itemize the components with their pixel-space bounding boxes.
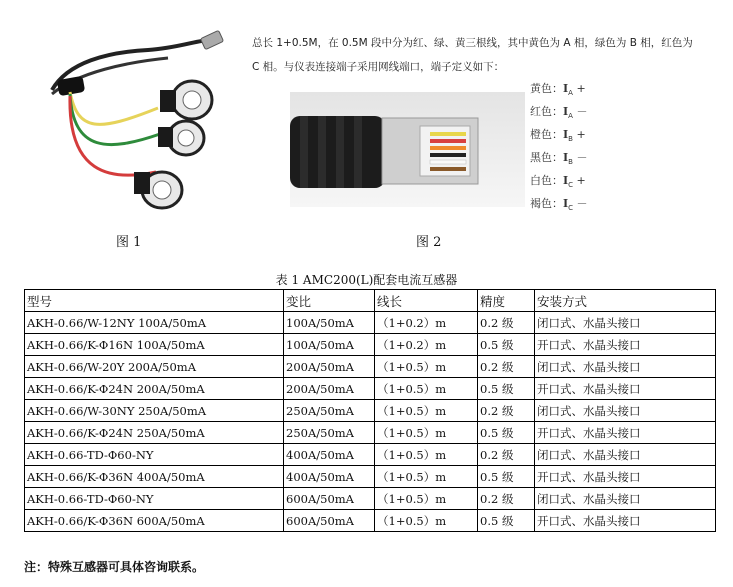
figure-1-ct-photo	[38, 22, 238, 222]
cell-installation: 闭口式、水晶头接口	[535, 444, 716, 466]
cell-accuracy: 0.2 级	[478, 400, 535, 422]
cell-cable-length: （1+0.5）m	[375, 444, 478, 466]
cell-installation: 开口式、水晶头接口	[535, 466, 716, 488]
cell-cable-length: （1+0.5）m	[375, 510, 478, 532]
cell-accuracy: 0.5 级	[478, 422, 535, 444]
header-cable-length: 线长	[375, 290, 478, 312]
cell-ratio: 400A/50mA	[284, 466, 375, 488]
cell-ratio: 200A/50mA	[284, 378, 375, 400]
figure-1-caption: 图 1	[116, 235, 142, 250]
cell-installation: 闭口式、水晶头接口	[535, 400, 716, 422]
cell-model: AKH-0.66/W-30NY 250A/50mA	[25, 400, 284, 422]
cell-installation: 开口式、水晶头接口	[535, 510, 716, 532]
cell-accuracy: 0.2 级	[478, 356, 535, 378]
description-line-1: 总长 1+0.5M，在 0.5M 段中分为红、绿、黄三根线，其中黄色为 A 相，绿色为 B 相，红色为	[252, 37, 693, 49]
cell-cable-length: （1+0.5）m	[375, 488, 478, 510]
rj-plug-icon	[200, 30, 223, 49]
ct-3-icon	[134, 172, 182, 208]
cell-model: AKH-0.66/K-Φ36N 400A/50mA	[25, 466, 284, 488]
cell-ratio: 200A/50mA	[284, 356, 375, 378]
footnote: 注：特殊互感器可具体咨询联系。	[24, 560, 205, 574]
cell-accuracy: 0.5 级	[478, 334, 535, 356]
cell-model: AKH-0.66-TD-Φ60-NY	[25, 488, 284, 510]
header-model: 型号	[25, 290, 284, 312]
cell-accuracy: 0.5 级	[478, 466, 535, 488]
header-installation: 安装方式	[535, 290, 716, 312]
cell-installation: 闭口式、水晶头接口	[535, 312, 716, 334]
table-row	[25, 378, 716, 400]
cell-cable-length: （1+0.5）m	[375, 378, 478, 400]
ct-2-icon	[158, 121, 204, 155]
cell-ratio: 400A/50mA	[284, 444, 375, 466]
cell-model: AKH-0.66/K-Φ24N 200A/50mA	[25, 378, 284, 400]
cell-model: AKH-0.66/W-12NY 100A/50mA	[25, 312, 284, 334]
table-row	[25, 488, 716, 510]
wire-label-brown: 褐色：$I_C$ －	[530, 197, 588, 213]
cell-ratio: 100A/50mA	[284, 334, 375, 356]
cell-model: AKH-0.66/W-20Y 200A/50mA	[25, 356, 284, 378]
cell-ratio: 250A/50mA	[284, 422, 375, 444]
cell-installation: 闭口式、水晶头接口	[535, 488, 716, 510]
table-row	[25, 312, 716, 334]
description-line-2: C 相。与仪表连接端子采用网线端口，端子定义如下：	[252, 61, 505, 73]
table-row	[25, 444, 716, 466]
cell-ratio: 600A/50mA	[284, 488, 375, 510]
cell-accuracy: 0.2 级	[478, 312, 535, 334]
figure-2-connector-photo	[290, 92, 525, 207]
wire-label-orange: 橙色：$I_B$ +	[530, 128, 586, 144]
cell-installation: 开口式、水晶头接口	[535, 334, 716, 356]
cell-cable-length: （1+0.5）m	[375, 400, 478, 422]
cell-cable-length: （1+0.2）m	[375, 312, 478, 334]
cell-cable-length: （1+0.5）m	[375, 466, 478, 488]
table-row	[25, 422, 716, 444]
cell-ratio: 100A/50mA	[284, 312, 375, 334]
header-ratio: 变比	[284, 290, 375, 312]
cell-installation: 开口式、水晶头接口	[535, 422, 716, 444]
cell-model: AKH-0.66-TD-Φ60-NY	[25, 444, 284, 466]
cell-accuracy: 0.5 级	[478, 510, 535, 532]
ct-1-icon	[160, 81, 212, 119]
cell-accuracy: 0.5 级	[478, 378, 535, 400]
cell-model: AKH-0.66/K-Φ16N 100A/50mA	[25, 334, 284, 356]
cell-model: AKH-0.66/K-Φ24N 250A/50mA	[25, 422, 284, 444]
wire-label-white: 白色：$I_C$ +	[530, 174, 586, 190]
cell-cable-length: （1+0.5）m	[375, 356, 478, 378]
wire-label-red: 红色：$I_A$ －	[530, 105, 588, 121]
cell-ratio: 250A/50mA	[284, 400, 375, 422]
cell-accuracy: 0.2 级	[478, 444, 535, 466]
cell-installation: 开口式、水晶头接口	[535, 378, 716, 400]
cell-ratio: 600A/50mA	[284, 510, 375, 532]
table-row	[25, 510, 716, 532]
figure-2-caption: 图 2	[416, 235, 442, 250]
header-accuracy: 精度	[478, 290, 535, 312]
table-title: 表 1 AMC200(L)配套电流互感器	[275, 273, 458, 287]
cell-accuracy: 0.2 级	[478, 488, 535, 510]
table-row	[25, 466, 716, 488]
table-row	[25, 400, 716, 422]
ct-spec-table	[24, 289, 716, 532]
wire-label-black: 黑色：$I_B$ －	[530, 151, 588, 167]
table-header-row	[25, 290, 716, 312]
table-row	[25, 356, 716, 378]
table-row	[25, 334, 716, 356]
cell-cable-length: （1+0.5）m	[375, 422, 478, 444]
cell-cable-length: （1+0.2）m	[375, 334, 478, 356]
cell-installation: 闭口式、水晶头接口	[535, 356, 716, 378]
wire-label-yellow: 黄色：$I_A$ +	[530, 82, 586, 98]
cell-model: AKH-0.66/K-Φ36N 600A/50mA	[25, 510, 284, 532]
